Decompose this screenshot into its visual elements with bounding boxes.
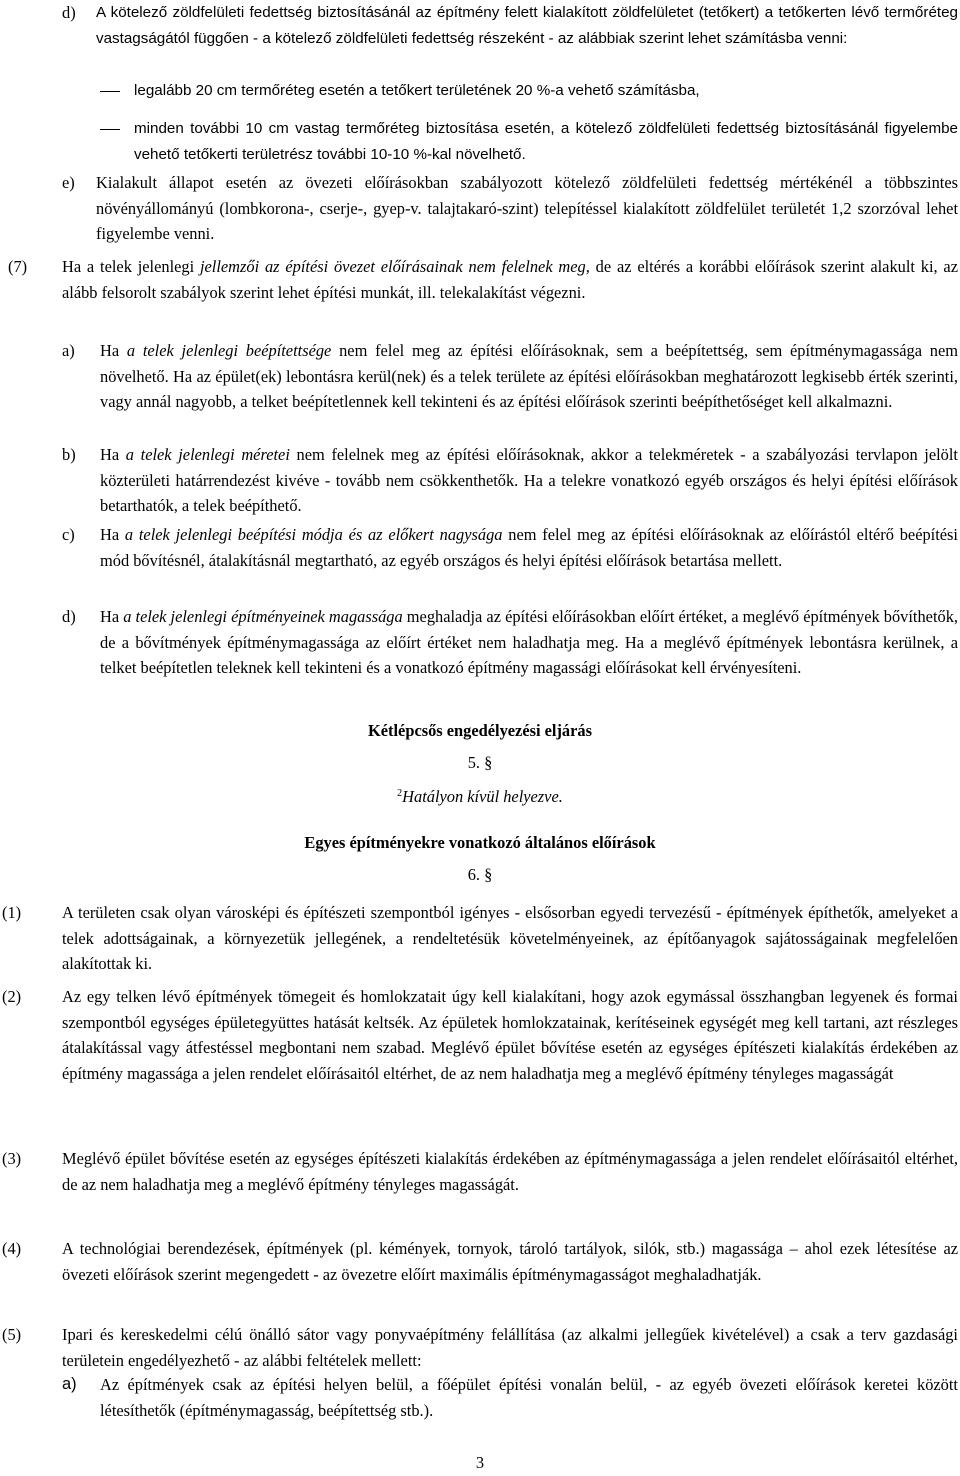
paragraph-3	[2, 1146, 958, 1197]
text-run: Ha a telek jelenlegi	[62, 257, 200, 276]
paragraph-marker: (7)	[8, 257, 28, 276]
item-marker: e)	[62, 173, 75, 192]
paragraph-text	[62, 1236, 958, 1287]
repealed-note	[0, 784, 960, 810]
section-heading: Egyes építményekre vonatkozó általános előírások	[304, 833, 656, 852]
paragraph-text	[62, 984, 958, 1086]
item-marker: c)	[62, 525, 75, 544]
paragraph-text	[62, 1146, 958, 1197]
item-text	[120, 116, 958, 167]
item-text	[100, 604, 958, 681]
paragraph-text	[62, 254, 958, 305]
text-run: A területen csak olyan városképi és építészeti szempontból igényes - elsősorban egyedi tervezésű - építmények építhetők, amelyeket a telek adottságainak, a környezetük jellegének, a rendeltetésük követelményeinek, az építőanyagok sajátosságainak megfelelően alakítottak ki.	[62, 903, 958, 974]
repealed-text: Hatályon kívül helyezve.	[402, 787, 563, 806]
item-marker: a)	[62, 1375, 77, 1393]
text-run: A technológiai berendezések, építmények (pl. kémények, tornyok, tároló tartályok, silók, stb.) magassága – ahol ezek létesítése az övezeti előírások szerint megengedett - az övezetre előírt maximális építménymagasságot meghaladhatják.	[62, 1239, 958, 1284]
item-text	[96, 0, 958, 51]
text-run: nem felelnek meg az építési előírásoknak, akkor a telekméretek - a szabályozási tervlapon jelölt közterületi határrendezést kivéve - tovább nem csökkenthetők. Ha a telekre vonatkozó egyéb országos és helyi építési előírások betarthatók, a telek beépíthető.	[100, 445, 958, 516]
item-7d	[62, 604, 958, 681]
italic-text-run: a telek jelenlegi méretei	[125, 445, 290, 464]
item-e	[62, 170, 958, 247]
italic-text-run: a telek jelenlegi beépítési módja és az előkert nagysága	[124, 525, 503, 544]
italic-text-run: a telek jelenlegi beépítettsége	[126, 341, 332, 360]
paragraph-4	[2, 1236, 958, 1287]
item-text	[100, 522, 958, 573]
item-marker: d)	[62, 3, 76, 22]
item-7c	[62, 522, 958, 573]
dash-item-1	[100, 78, 958, 104]
paragraph-1	[2, 900, 958, 977]
item-text	[100, 442, 958, 519]
paragraph-2	[2, 984, 958, 1086]
text-run: minden további 10 cm vastag termőréteg biztosítása esetén, a kötelező zöldfelületi fedettség biztosításánál figyelembe vehető tetőkerti területrész további 10-10 %-kal növelhető.	[134, 120, 958, 163]
section-heading: Kétlépcsős engedélyezési eljárás	[368, 721, 592, 740]
paragraph-text	[62, 900, 958, 977]
text-run: Az egy telken lévő építmények tömegeit és homlokzatait úgy kell kialakítani, hogy azok egymással összhangban legyenek és formai szempontból egységes épületegyüttes hatását keltsék. Az épületek homlokzatainak, kerítéseinek egységét meg kell tartani, azt részleges átalakítással vagy átfestéssel megbontani nem szabad. Meglévő épület bővítése esetén az egységes építészeti kialakítás érdekében az építmény magassága a jelen rendelet előírásaitól eltérhet, de az nem haladhatja meg a meglévő építmény tényleges magasságát	[62, 987, 958, 1083]
item-d	[62, 0, 958, 51]
text-run: Ha	[100, 445, 126, 464]
paragraph-marker: (3)	[2, 1149, 22, 1168]
text-run: Ha	[100, 607, 124, 626]
paragraph-marker: (4)	[2, 1239, 22, 1258]
paragraph-5	[2, 1322, 958, 1373]
section-number: 6. §	[467, 865, 493, 884]
text-run: Az építmények csak az építési helyen belül, a főépület építési vonalán belül, - az egyéb övezeti előírások keretei között létesíthetők (építménymagasság, beépítettség stb.).	[100, 1375, 958, 1420]
text-run: legalább 20 cm termőréteg esetén a tetőkert területének 20 %-a vehető számításba,	[134, 82, 700, 99]
item-7a	[62, 338, 958, 415]
item-marker: d)	[62, 607, 76, 626]
dash-marker	[100, 129, 120, 130]
section-number: 5. §	[467, 753, 493, 772]
item-text	[100, 1372, 958, 1423]
text-run: Ha	[100, 525, 125, 544]
dash-marker	[100, 91, 120, 92]
italic-text-run: a telek jelenlegi építményeinek magassága	[123, 607, 403, 626]
item-marker: b)	[62, 445, 76, 464]
footnote-ref: 2	[397, 788, 403, 799]
paragraph-marker: (5)	[2, 1325, 22, 1344]
paragraph-text	[62, 1322, 958, 1373]
text-run: Meglévő épület bővítése esetén az egységes építészeti kialakítás érdekében az építménymagassága a jelen rendelet előírásaitól eltérhet, de az nem haladhatja meg a meglévő építmény tényleges magasságát.	[62, 1149, 958, 1194]
page-number: 3	[475, 1453, 485, 1472]
italic-text-run: jellemzői az építési övezet előírásainak nem felelnek meg,	[199, 257, 590, 276]
item-5a	[62, 1372, 958, 1423]
text-run: Ha	[100, 341, 127, 360]
text-run: Ipari és kereskedelmi célú önálló sátor vagy ponyvaépítmény felállítása (az alkalmi jellegűek kivételével) a csak a terv gazdasági területein engedélyezhető - az alábbi feltételek mellett:	[62, 1325, 958, 1370]
text-run: meghaladja az építési előírásokban előírt értéket, a meglévő építmények bővíthetők, de a bővítmények építménymagassága az előírt értéket nem haladhatja meg. Ha a meglévő építmények lebontásra kerülnek, a telket beépítetlen teleknek kell tekinteni és a vonatkozó építmény magassági előírásokat kell érvényesíteni.	[100, 607, 958, 678]
text-run: A kötelező zöldfelületi fedettség biztosításánál az építmény felett kialakított zöldfelületet (tetőkert) a tetőkerten lévő termőréteg vastagságától függően - a kötelező zöldfelületi fedettség részeként - az alábbiak szerint lehet számításba venni:	[96, 4, 958, 47]
item-text	[96, 170, 958, 247]
item-text	[100, 338, 958, 415]
text-run: Kialakult állapot esetén az övezeti előírásokban szabályozott kötelező zöldfelületi fedettség mértékénél a többszintes növényállományú (lombkorona-, cserje-, gyep-v. talajtakaró-szint) telepítéssel kialakított zöldfelület területét 1,2 szorzóval lehet figyelembe venni.	[96, 173, 958, 244]
paragraph-marker: (1)	[2, 903, 22, 922]
item-7b	[62, 442, 958, 519]
item-text	[120, 78, 958, 104]
paragraph-7	[8, 254, 958, 305]
text-run: nem felel meg az építési előírásoknak az előírástól eltérő beépítési mód bővítésnél, átalakításnál megtartható, az egyéb országos és helyi építési előírások betartása mellett.	[100, 525, 958, 570]
item-marker: a)	[62, 341, 75, 360]
text-run: de az eltérés a korábbi előírások szerint alakult ki, az alább felsorolt szabályok szerint lehet építési munkát, ill. telekalakítást végezni.	[62, 257, 958, 302]
text-run: nem felel meg az építési előírásoknak, sem a beépítettség, sem építménymagassága nem növelhető. Ha az épület(ek) lebontásra kerül(nek) és a telek területe az építési előírásokban meghatározott legkisebb érték szerinti, vagy annál nagyobb, a telket beépítetlennek kell tekinteni és az építési előírások szerinti beépíthetőséget kell alkalmazni.	[100, 341, 958, 412]
dash-item-2	[100, 116, 958, 167]
paragraph-marker: (2)	[2, 987, 22, 1006]
